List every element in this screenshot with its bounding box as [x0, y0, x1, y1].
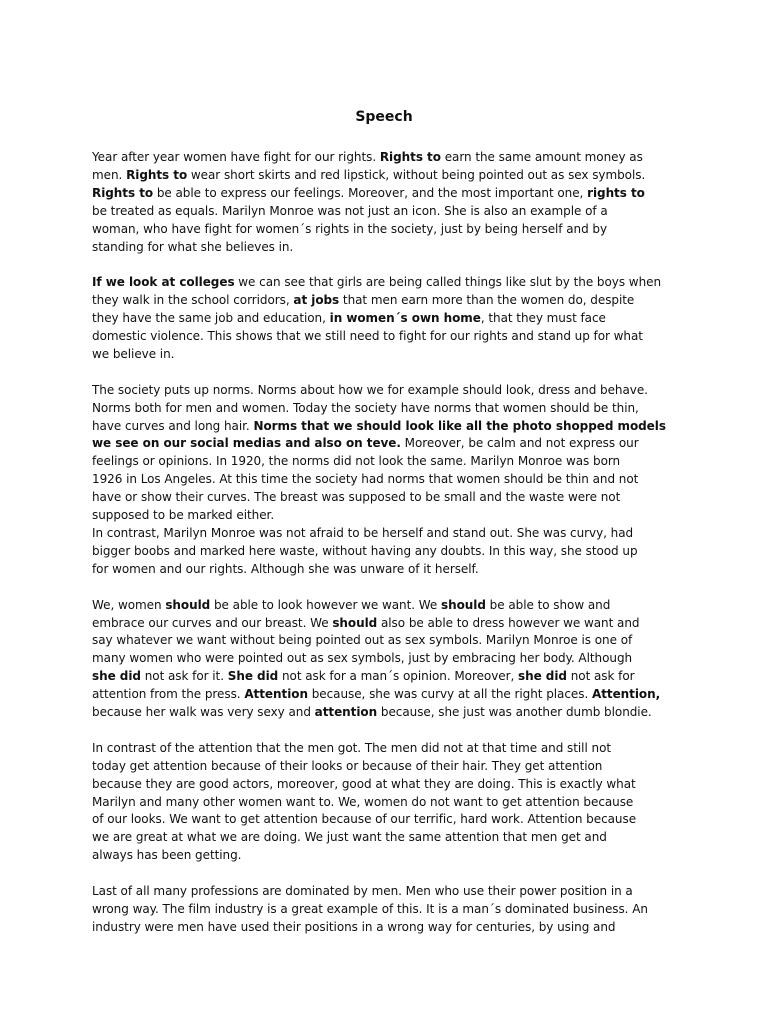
- text-line: [92, 435, 692, 453]
- text-line: [92, 167, 692, 185]
- text-line: [92, 274, 692, 292]
- text-run: domestic violence. This shows that we still need to fight for our rights and stand up for what: [92, 329, 643, 344]
- text-run: because her walk was very sexy and: [92, 705, 315, 720]
- text-run: , that they must face: [480, 311, 606, 326]
- text-run: be able to show and: [485, 597, 611, 612]
- bold-phrase: Norms that we should look like all the photo shopped models: [253, 418, 666, 433]
- text-run: men.: [92, 167, 127, 182]
- text-run: be treated as equals. Marilyn Monroe was not just an icon. She is also an example of a: [92, 203, 608, 218]
- text-run: woman, who have fight for women´s rights in the society, just by being herself and by: [92, 221, 608, 236]
- text-line: [92, 382, 692, 400]
- text-run: we are great at what we are doing. We just want the same attention that men get and: [92, 830, 607, 845]
- bold-phrase: should: [165, 597, 211, 612]
- text-run: that men earn more than the women do, despite: [339, 293, 635, 308]
- paragraph: [92, 597, 692, 722]
- text-run: 1926 in Los Angeles. At this time the society had norms that women should be thin and not: [92, 472, 639, 487]
- text-line: [92, 561, 692, 579]
- bold-phrase: Attention: [244, 687, 308, 702]
- text-line: [92, 239, 692, 257]
- paragraph: [92, 883, 692, 937]
- text-line: [92, 919, 692, 937]
- bold-phrase: she did: [518, 669, 567, 684]
- text-line: [92, 310, 692, 328]
- text-run: standing for what she believes in.: [92, 239, 294, 254]
- bold-phrase: Rights to: [92, 185, 154, 200]
- text-run: we can see that girls are being called things like slut by the boys when: [234, 275, 662, 290]
- text-run: they have the same job and education,: [92, 311, 330, 326]
- text-line: [92, 740, 692, 758]
- text-run: industry were men have used their positions in a wrong way for centuries, by using and: [92, 919, 616, 934]
- text-line: [92, 328, 692, 346]
- bold-phrase: we see on our social medias and also on teve.: [92, 436, 401, 451]
- text-run: Last of all many professions are dominated by men. Men who use their power position in a: [92, 884, 633, 899]
- text-run: Year after year women have fight for our rights.: [92, 150, 380, 164]
- bold-phrase: in women´s own home: [329, 311, 481, 326]
- text-run: many women who were pointed out as sex symbols, just by embracing her body. Although: [92, 651, 633, 666]
- text-line: [92, 221, 692, 239]
- text-run: for women and our rights. Although she was unware of it herself.: [92, 561, 479, 576]
- bold-phrase: at jobs: [293, 293, 340, 308]
- text-line: [92, 668, 692, 686]
- bold-phrase: Rights to: [379, 150, 441, 164]
- text-run: Norms both for men and women. Today the society have norms that women should be thin,: [92, 400, 639, 415]
- text-line: [92, 704, 692, 722]
- text-line: [92, 471, 692, 489]
- text-run: of our looks. We want to get attention because of our terrific, hard work. Attention because: [92, 812, 637, 827]
- text-run: bigger boobs and marked here waste, without having any doubts. In this way, she stood up: [92, 543, 638, 558]
- document-title: Speech: [355, 109, 413, 125]
- paragraph: [92, 740, 692, 865]
- text-line: [92, 794, 692, 812]
- text-line: [92, 650, 692, 668]
- text-run: supposed to be marked either.: [92, 508, 275, 523]
- text-line: [92, 453, 692, 471]
- text-run: not ask for it.: [140, 669, 228, 684]
- text-line: [92, 829, 692, 847]
- text-line: [92, 811, 692, 829]
- text-run: In contrast of the attention that the men got. The men did not at that time and still not: [92, 740, 612, 755]
- text-line: [92, 686, 692, 704]
- text-line: [92, 543, 692, 561]
- text-line: [92, 346, 692, 364]
- text-line: [92, 400, 692, 418]
- text-run: because they are good actors, moreover, good at what they are doing. This is exactly what: [92, 776, 636, 791]
- text-line: [92, 847, 692, 865]
- bold-phrase: should: [441, 597, 486, 612]
- text-line: [92, 776, 692, 794]
- bold-phrase: Rights to: [126, 167, 188, 182]
- text-line: [92, 632, 692, 650]
- paragraph: [92, 274, 692, 364]
- text-run: always has been getting.: [92, 848, 242, 863]
- text-run: today get attention because of their looks or because of their hair. They get attention: [92, 758, 603, 773]
- text-run: We, women: [92, 597, 166, 612]
- text-line: [92, 418, 692, 436]
- paragraph: [92, 382, 692, 525]
- text-line: [92, 597, 692, 615]
- text-run: wear short skirts and red lipstick, without being pointed out as sex symbols.: [187, 167, 646, 182]
- text-line: [92, 883, 692, 901]
- text-run: because, she was curvy at all the right places.: [307, 687, 592, 702]
- text-run: feelings or opinions. In 1920, the norms did not look the same. Marilyn Monroe was born: [92, 454, 621, 469]
- text-line: [92, 758, 692, 776]
- text-run: Marilyn and many other women want to. We, women do not want to get attention because: [92, 794, 634, 809]
- text-line: [92, 185, 692, 203]
- text-run: be able to look however we want. We: [210, 597, 441, 612]
- text-run: have or show their curves. The breast was supposed to be small and the waste were not: [92, 490, 621, 505]
- text-line: [92, 292, 692, 310]
- paragraph: [92, 525, 692, 579]
- bold-phrase: If we look at colleges: [92, 275, 235, 290]
- text-run: also be able to dress however we want and: [377, 615, 640, 630]
- text-run: have curves and long hair.: [92, 418, 254, 433]
- text-run: wrong way. The film industry is a great example of this. It is a man´s dominated business. An: [92, 901, 648, 916]
- text-run: attention from the press.: [92, 687, 245, 702]
- text-run: The society puts up norms. Norms about how we for example should look, dress and behave.: [92, 382, 648, 397]
- bold-phrase: Attention,: [591, 687, 661, 702]
- text-run: embrace our curves and our breast. We: [92, 615, 333, 630]
- text-run: not ask for a man´s opinion. Moreover,: [278, 669, 518, 684]
- text-line: [92, 489, 692, 507]
- bold-phrase: rights to: [587, 185, 645, 200]
- bold-phrase: She did: [227, 669, 279, 684]
- text-run: say whatever we want without being pointed out as sex symbols. Marilyn Monroe is one of: [92, 633, 633, 648]
- text-line: [92, 507, 692, 525]
- bold-phrase: attention: [314, 705, 378, 720]
- text-line: [92, 615, 692, 633]
- text-run: they walk in the school corridors,: [92, 293, 294, 308]
- text-run: we believe in.: [92, 346, 175, 361]
- text-run: Moreover, be calm and not express our: [400, 436, 639, 451]
- text-line: [92, 203, 692, 221]
- text-run: because, she just was another dumb blondie.: [377, 705, 652, 720]
- text-run: be able to express our feelings. Moreover, and the most important one,: [153, 185, 588, 200]
- text-run: earn the same amount money as: [440, 150, 643, 164]
- text-line: [92, 525, 692, 543]
- paragraph: [92, 149, 692, 256]
- text-run: In contrast, Marilyn Monroe was not afraid to be herself and stand out. She was curvy, had: [92, 526, 634, 540]
- document-body: [92, 149, 692, 955]
- bold-phrase: should: [332, 615, 378, 630]
- text-run: not ask for: [566, 669, 635, 684]
- text-line: [92, 901, 692, 919]
- bold-phrase: she did: [92, 669, 141, 684]
- text-line: [92, 149, 692, 167]
